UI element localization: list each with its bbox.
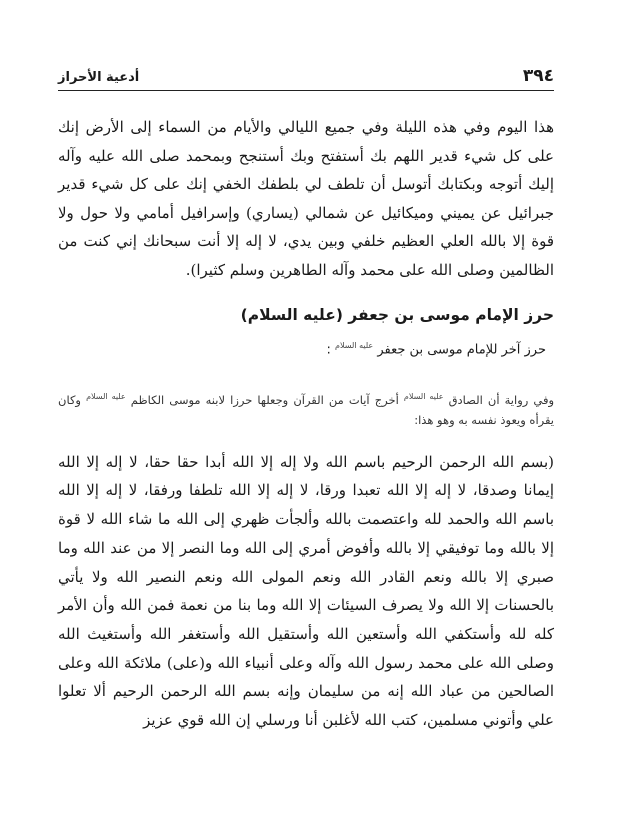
section-title: حرز الإمام موسى بن جعفر (عليه السلام): [240, 305, 554, 324]
page-number: ٣٩٤: [522, 66, 554, 86]
section-subtitle: [58, 335, 546, 361]
kazim-prayer-paragraph: (بسم الله الرحمن الرحيم باسم الله ولا إله إلا الله أبدا حقا حقا، لا إله إلا الله إيمانا وصدقا، لا إله إلا الله تعبدا ورقا، لا إله إلا الله تلطفا ورفقا، لا إله إلا الله باسم الله والحمد لله واعتصمت بالله وألجأت ظهري إلى الله ما شاء الله لا قوة إلا بالله وما توفيقي إلا بالله وأفوض أمري إلى الله وما النصر إلا من عند الله وما صبري إلا بالله ونعم القادر الله ونعم المولى الله ونعم النصير الله ولا يأتي بالحسنات إلا الله ولا يصرف السيئات إلا الله وما بنا من نعمة فمن الله وأن الأمر كله لله وأستكفي الله وأستعين الله وأستقيل الله وأستغفر الله وأستغيث الله وصلى الله على محمد رسول الله وآله وعلى أنبياء الله و(على) ملائكة الله وعلى الصالحين من عباد الله إنه من سليمان وإنه بسم الله الرحمن الرحيم ألا تعلوا علي وأتوني مسلمين، كتب الله لأغلبن أنا ورسلي إن الله قوي عزيز: [58, 452, 554, 730]
subtitle-colon: :: [326, 341, 331, 357]
running-title: أدعية الأحراز: [58, 70, 140, 85]
narration-part-1: وفي رواية أن الصادق: [448, 392, 555, 407]
honorific-mark: عليه السلام: [86, 391, 126, 401]
prayer-ending-paragraph: هذا اليوم وفي هذه الليلة وفي جميع الليالي والأيام من السماء إلى الأرض إنك على كل شيء قدير اللهم بك أستفتح وبك أستنجح وبمحمد صلى الله عليه وآله إليك أتوجه وبكتابك أتوسل أن تلطف لي بلطفك الخفي إنك على كل شيء قدير جبرائيل عن يميني وميكائيل عن شمالي (يساري) وإسرافيل أمامي ولا حول ولا قوة إلا بالله العلي العظيم خلفي وبين يدي، لا إله إلا أنت سبحانك إني كنت من الظالمين وصلى الله على محمد وآله الطاهرين وسلم كثيرا).: [58, 118, 554, 279]
subtitle-text: حرز آخر للإمام موسى بن جعفر: [377, 341, 546, 357]
honorific-mark: عليه السلام: [335, 340, 374, 350]
page-header: [58, 62, 554, 91]
narration-part-2: أخرج آيات من القرآن وجعلها حرزا لابنه موسى الكاظم: [130, 392, 399, 407]
honorific-mark: عليه السلام: [403, 391, 444, 401]
narration-paragraph: [58, 387, 554, 430]
book-page: [58, 62, 554, 735]
narration-part-3: وكان يقرأه ويعوذ نفسه به وهو هذا:: [58, 392, 554, 427]
